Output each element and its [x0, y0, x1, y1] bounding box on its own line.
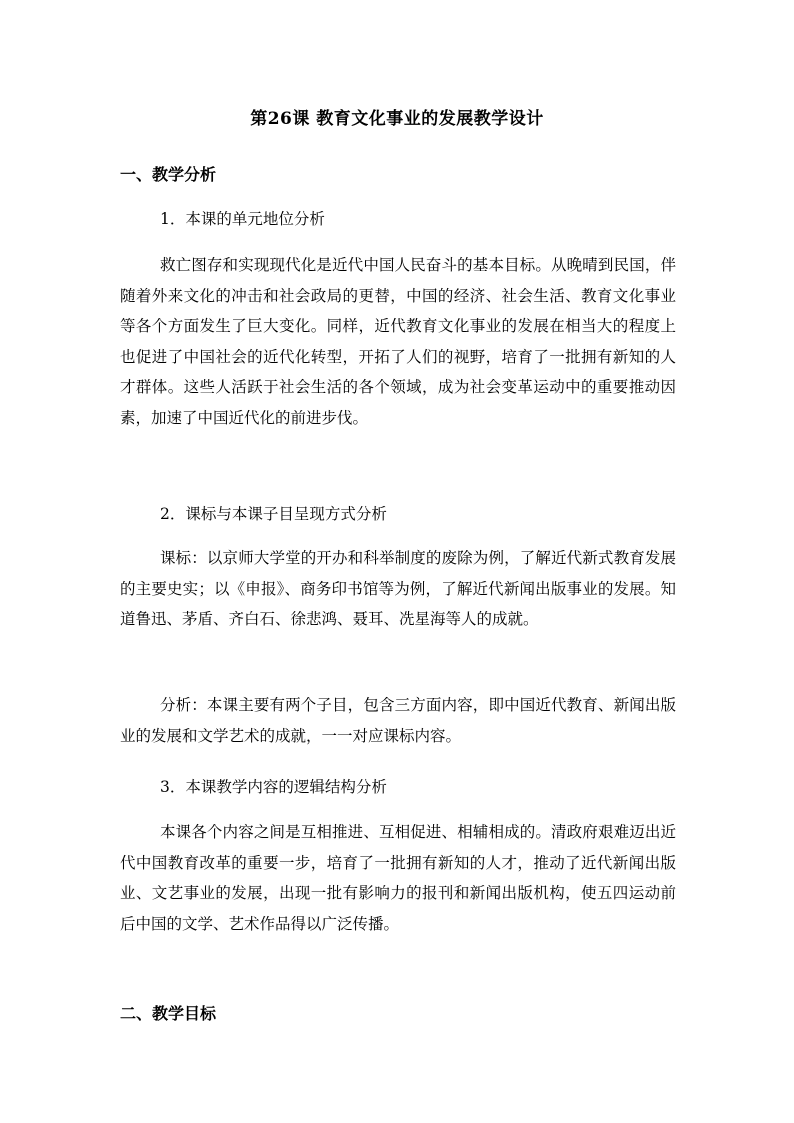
subheading-unit-position: 1．本课的单元地位分析 — [160, 210, 325, 228]
page-title: 第26课 教育文化事业的发展教学设计 — [250, 109, 544, 129]
paragraph-unit-position: 救亡图存和实现现代化是近代中国人民奋斗的基本目标。从晚晴到民国，伴随着外来文化的冲击和社会政局的更替，中国的经济、社会生活、教育文化事业等各个方面发生了巨大变化。同样，近代教育文化事业的发展在相当大的程度上也促进了中国社会的近代化转型，开拓了人们的视野，培育了一批拥有新知的人才群体。这些人活跃于社会生活的各个领域，成为社会变革运动中的重要推动因素，加速了中国近代化的前进步伐。 — [120, 256, 676, 427]
section-heading-teaching-goals: 二、教学目标 — [120, 1004, 217, 1023]
paragraph-logic-structure: 本课各个内容之间是互相推进、互相促进、相辅相成的。清政府艰难迈出近代中国教育改革的重要一步，培育了一批拥有新知的人才，推动了近代新闻出版业、文艺事业的发展，出现一批有影响力的报刊和新闻出版机构，使五四运动前后中国的文学、艺术作品得以广泛传播。 — [120, 823, 676, 933]
section-heading-teaching-analysis: 一、教学分析 — [120, 165, 217, 184]
subheading-curriculum-standard: 2．课标与本课子目呈现方式分析 — [160, 505, 387, 523]
paragraph-curriculum-standard: 课标：以京师大学堂的开办和科举制度的废除为例，了解近代新式教育发展的主要史实；以《申报》、商务印书馆等为例，了解近代新闻出版事业的发展。知道鲁迅、茅盾、齐白石、徐悲鸿、聂耳、冼星海等人的成就。 — [120, 549, 676, 628]
subheading-logic-structure: 3．本课教学内容的逻辑结构分析 — [160, 778, 387, 796]
paragraph-analysis: 分析：本课主要有两个子目，包含三方面内容，即中国近代教育、新闻出版业的发展和文学艺术的成就，一一对应课标内容。 — [120, 696, 676, 745]
